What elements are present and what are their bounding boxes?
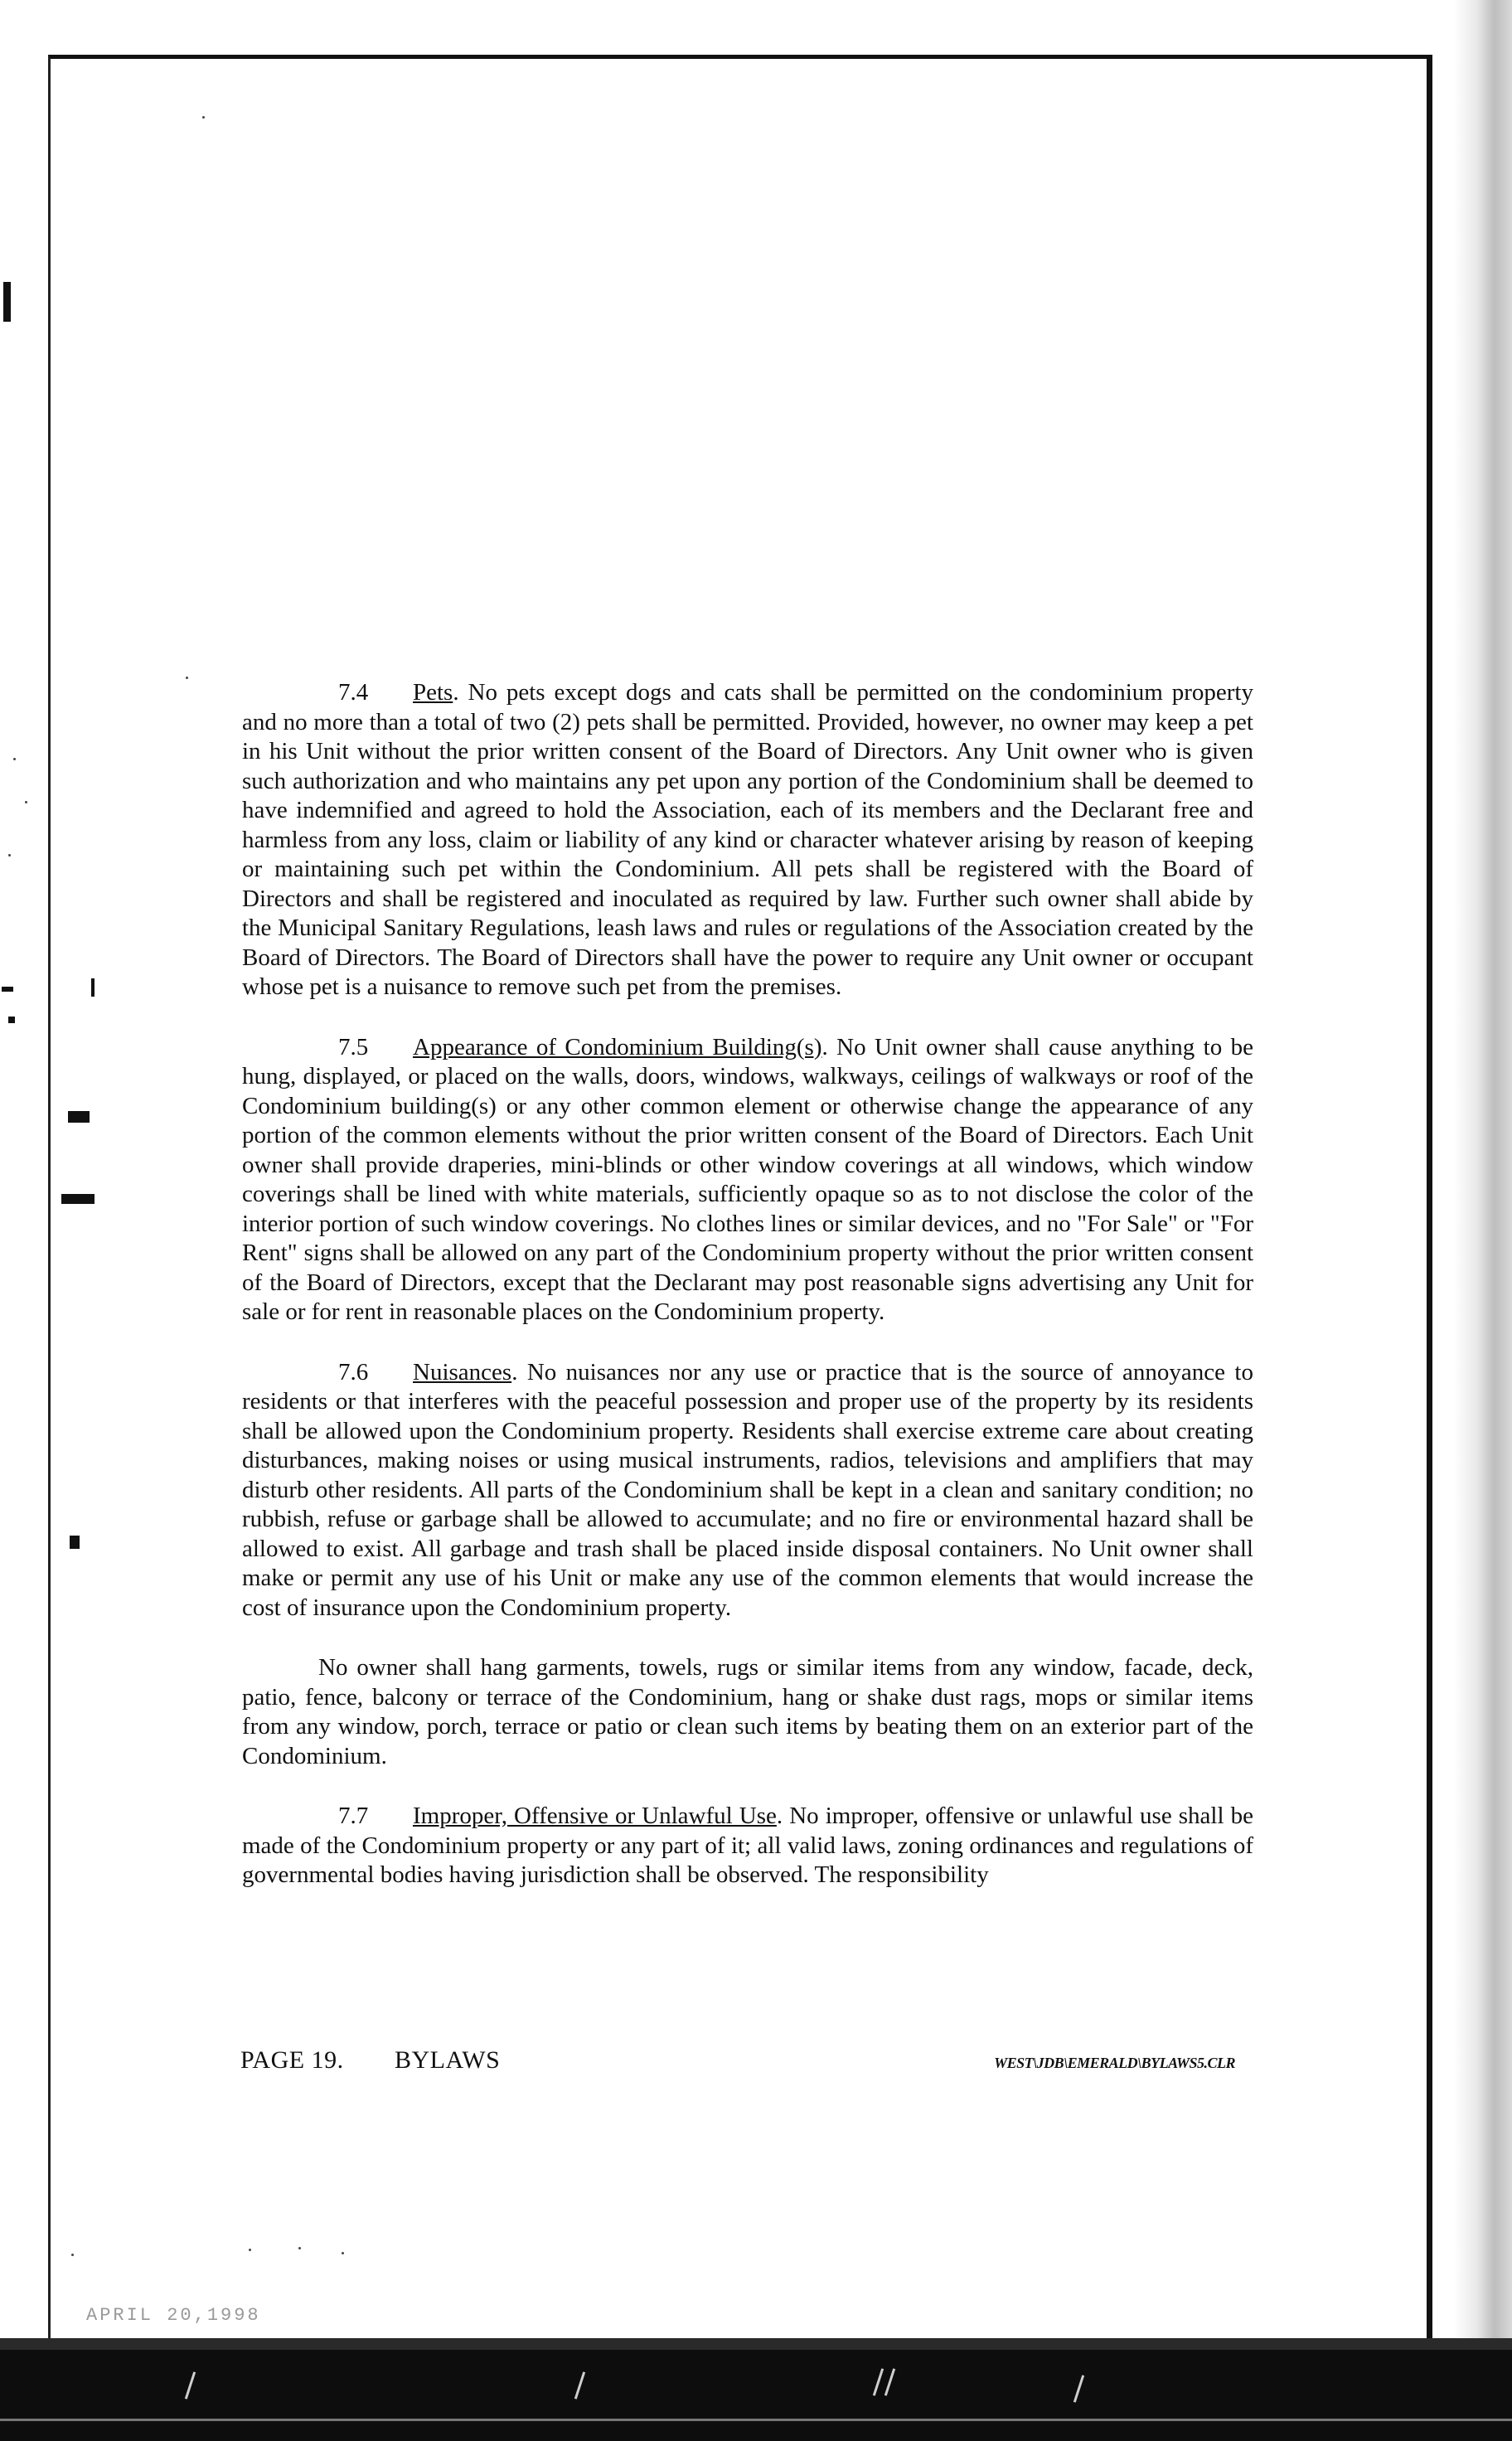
- document-title: BYLAWS: [395, 2046, 501, 2074]
- section-7-4: [242, 678, 1253, 1002]
- scan-edge-bottom: [0, 2338, 1512, 2441]
- section-7-6: [242, 1358, 1253, 1623]
- file-path: WEST\JDB\EMERALD\BYLAWS5.CLR: [994, 2055, 1235, 2071]
- section-number: 7.4: [338, 679, 369, 706]
- section-number: 7.6: [338, 1358, 369, 1385]
- section-heading: Improper, Offensive or Unlawful Use: [413, 1803, 777, 1829]
- section-number: 7.5: [338, 1033, 369, 1060]
- page-number: PAGE 19.: [240, 2046, 344, 2074]
- section-heading: Appearance of Condominium Building(s): [413, 1033, 822, 1060]
- page-footer: [240, 2046, 1252, 2079]
- scan-edge-right: [1454, 0, 1512, 2441]
- section-text: . No nuisances nor any use or practice that is the source of annoyance to residents or that interferes with the peaceful possession and proper use of the property by its residents shall be allowed upon the Condominium property. Residents shall exercise extreme care about creating disturbances, making noises or using musical instruments, radios, televisions and amplifiers that may disturb other residents. All parts of the Condominium shall be kept in a clean and sanitary condition; no rubbish, refuse or garbage shall be allowed to accumulate; and no fire or environmental hazard shall be allowed to exist. All garbage and trash shall be placed inside disposal containers. No Unit owner shall make or permit any use of his Unit or make any use of the common elements that would increase the cost of insurance upon the Condominium property.: [242, 1358, 1253, 1621]
- section-text: . No Unit owner shall cause anything to be hung, displayed, or placed on the walls, doors, windows, walkways, ceilings of walkways or roof of the Condominium building(s) or any other common element or otherwise change the appearance of any portion of the common elements without the prior written consent of the Board of Directors. Each Unit owner shall provide draperies, mini-blinds or other window coverings at all windows, which window coverings shall be lined with white materials, sufficiently opaque so as to not disclose the color of the interior portion of such window coverings. No clothes lines or similar devices, and no "For Sale" or "For Rent" signs shall be allowed on any part of the Condominium property without the prior written consent of the Board of Directors, except that the Declarant may post reasonable signs advertising any Unit for sale or for rent in reasonable places on the Condominium property.: [242, 1033, 1253, 1325]
- section-7-5: [242, 1033, 1253, 1327]
- section-7-6-continued: No owner shall hang garments, towels, rugs or similar items from any window, facade, deck, patio, fence, balcony or terrace of the Condominium, hang or shake dust rags, mops or similar items from any window, porch, terrace or patio or clean such items by beating them on an exterior part of the Condominium.: [242, 1654, 1253, 1769]
- date-stamp: APRIL 20,1998: [86, 2305, 261, 2326]
- section-7-7: [242, 1802, 1253, 1890]
- section-text: . No improper, offensive or unlawful use shall be made of the Condominium property or any part of it; all valid laws, zoning ordinances and regulations of governmental bodies having jurisdiction shall be observed. The responsibility: [242, 1803, 1253, 1888]
- bylaws-body: [242, 678, 1253, 1921]
- section-number: 7.7: [338, 1803, 369, 1829]
- section-text: . No pets except dogs and cats shall be permitted on the condominium property and no more than a total of two (2) pets shall be permitted. Provided, however, no owner may keep a pet in his Unit without the prior written consent of the Board of Directors. Any Unit owner who is given such authorization and who maintains any pet upon any portion of the Condominium shall be deemed to have indemnified and agreed to hold the Association, each of its members and the Declarant free and harmless from any loss, claim or liability of any kind or character whatever arising by reason of keeping or maintaining such pet within the Condominium. All pets shall be registered with the Board of Directors and shall be registered and inoculated as required by law. Further such owner shall abide by the Municipal Sanitary Regulations, leash laws and rules or regulations of the Association created by the Board of Directors. The Board of Directors shall have the power to require any Unit owner or occupant whose pet is a nuisance to remove such pet from the premises.: [242, 679, 1253, 1000]
- section-heading: Nuisances: [413, 1358, 512, 1385]
- section-heading: Pets: [413, 679, 453, 706]
